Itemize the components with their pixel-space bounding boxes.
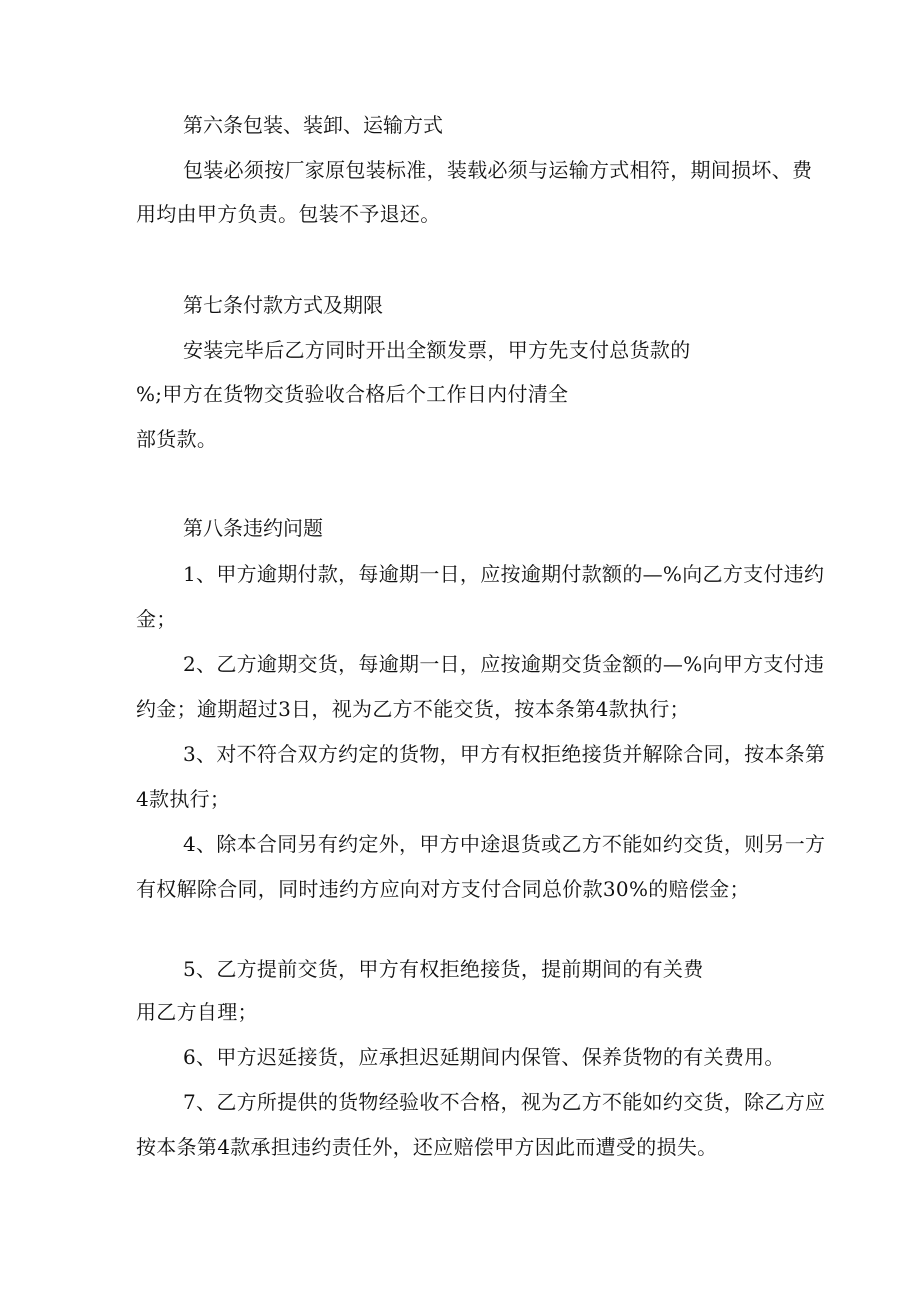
section-8-line: 有权解除合同，同时违约方应向对方支付合同总价款30%的赔偿金；	[136, 877, 750, 901]
section-6-heading: 第六条包装、装卸、运输方式	[183, 113, 443, 137]
section-8-line: 用乙方自理；	[136, 1000, 258, 1024]
section-8-heading: 第八条违约问题	[183, 516, 323, 540]
section-7-line: 部货款。	[136, 427, 218, 451]
section-8-line: 约金；逾期超过3日，视为乙方不能交货，按本条第4款执行；	[136, 697, 690, 721]
section-8-line: 金；	[136, 607, 177, 631]
section-8-line: 1、甲方逾期付款，每逾期一日，应按逾期付款额的—%向乙方支付违约	[183, 562, 825, 586]
section-6-line: 用均由甲方负责。包装不予退还。	[136, 202, 441, 226]
section-6-line: 包装必须按厂家原包装标准，装载必须与运输方式相符，期间损坏、费	[183, 158, 813, 182]
section-8-line: 5、乙方提前交货，甲方有权拒绝接货，提前期间的有关费	[183, 957, 704, 981]
section-8-line: 2、乙方逾期交货，每逾期一日，应按逾期交货金额的—%向甲方支付违	[183, 652, 825, 676]
section-8-line: 4、除本合同另有约定外，甲方中途退货或乙方不能如约交货，则另一方	[183, 832, 826, 856]
section-8-line: 4款执行；	[136, 787, 231, 811]
section-8-line: 7、乙方所提供的货物经验收不合格，视为乙方不能如约交货，除乙方应	[183, 1090, 826, 1114]
section-7-line: %;甲方在货物交货验收合格后个工作日内付清全	[136, 382, 569, 406]
section-8-line: 6、甲方迟延接货，应承担迟延期间内保管、保养货物的有关费用。	[183, 1045, 785, 1069]
section-7-line: 安装完毕后乙方同时开出全额发票，甲方先支付总货款的	[183, 338, 691, 362]
section-8-line: 3、对不符合双方约定的货物，甲方有权拒绝接货并解除合同，按本条第	[183, 742, 826, 766]
section-8-line: 按本条第4款承担违约责任外，还应赔偿甲方因此而遭受的损失。	[136, 1135, 718, 1159]
section-7-heading: 第七条付款方式及期限	[183, 293, 383, 317]
